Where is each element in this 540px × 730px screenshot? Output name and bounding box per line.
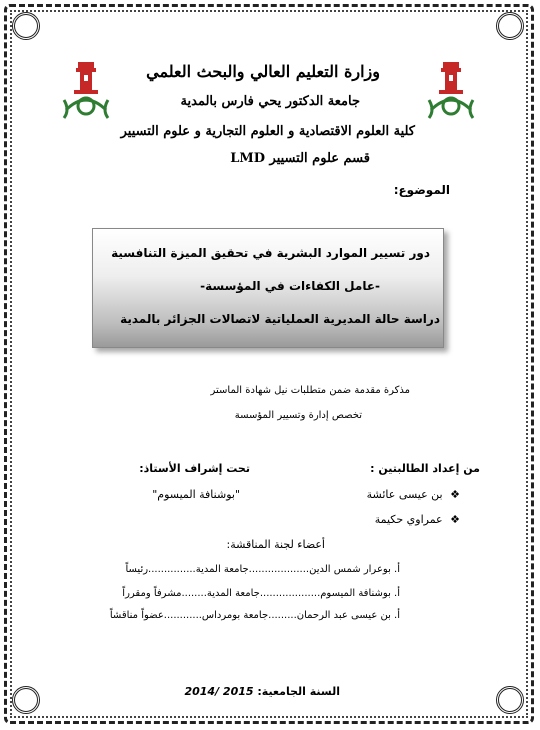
corner-ornament-icon — [12, 686, 40, 714]
student-name — [375, 513, 460, 526]
thesis-title-line-2: -عامل الكفاءات في المؤسسة- — [200, 279, 380, 293]
academic-year-label: السنة الجامعية: — [257, 685, 340, 698]
ministry-heading: وزارة التعليم العالي والبحث العلمي — [146, 62, 380, 81]
university-logo-icon — [60, 60, 112, 122]
corner-ornament-icon — [496, 12, 524, 40]
department-heading: قسم علوم التسيير LMD — [230, 151, 370, 166]
committee-member: أ. بوشنافة الميسوم...................جامعة المدية........مشرفاً ومقرراً — [122, 588, 400, 599]
student-name — [367, 488, 460, 501]
university-heading: جامعة الدكتور يحي فارس بالمدية — [180, 94, 360, 109]
student-name-text: بن عيسى عائشة — [366, 488, 443, 501]
thesis-title-line-1: دور تسيير الموارد البشرية في تحقيق الميزة التنافسية — [111, 246, 430, 260]
committee-member: أ. بن عيسى عبد الرحمان.........جامعة بومرداس............عضواً مناقشاً — [109, 610, 400, 621]
supervisor-label: تحت إشراف الأستاذ: — [139, 462, 250, 475]
faculty-heading: كلية العلوم الاقتصادية و العلوم التجارية و علوم التسيير — [120, 124, 415, 139]
committee-label: أعضاء لجنة المناقشة: — [226, 538, 325, 551]
supervisor-name: "بوشنافة الميسوم" — [152, 488, 240, 501]
students-label: من إعداد الطالبتين : — [370, 462, 480, 475]
student-name-text: عمراوي حكيمة — [374, 513, 443, 526]
bullet-icon: ❖ — [450, 488, 460, 501]
subject-label: الموضوع: — [393, 183, 450, 197]
memo-description: مذكرة مقدمة ضمن متطلبات نيل شهادة الماستر — [210, 385, 410, 396]
thesis-title-line-3: دراسة حالة المديرية العملياتية لاتصالات الجزائر بالمدية — [120, 312, 440, 326]
corner-ornament-icon — [496, 686, 524, 714]
committee-member: أ. بوعرار شمس الدين...................جامعة المدية...............رئيساً — [125, 564, 400, 575]
bullet-icon: ❖ — [450, 513, 460, 526]
academic-year — [184, 685, 340, 698]
university-logo-icon — [425, 60, 477, 122]
specialization-text: تخصص إدارة وتسيير المؤسسة — [234, 410, 362, 421]
corner-ornament-icon — [12, 12, 40, 40]
academic-year-value: 2014/ 2015 — [184, 685, 254, 698]
